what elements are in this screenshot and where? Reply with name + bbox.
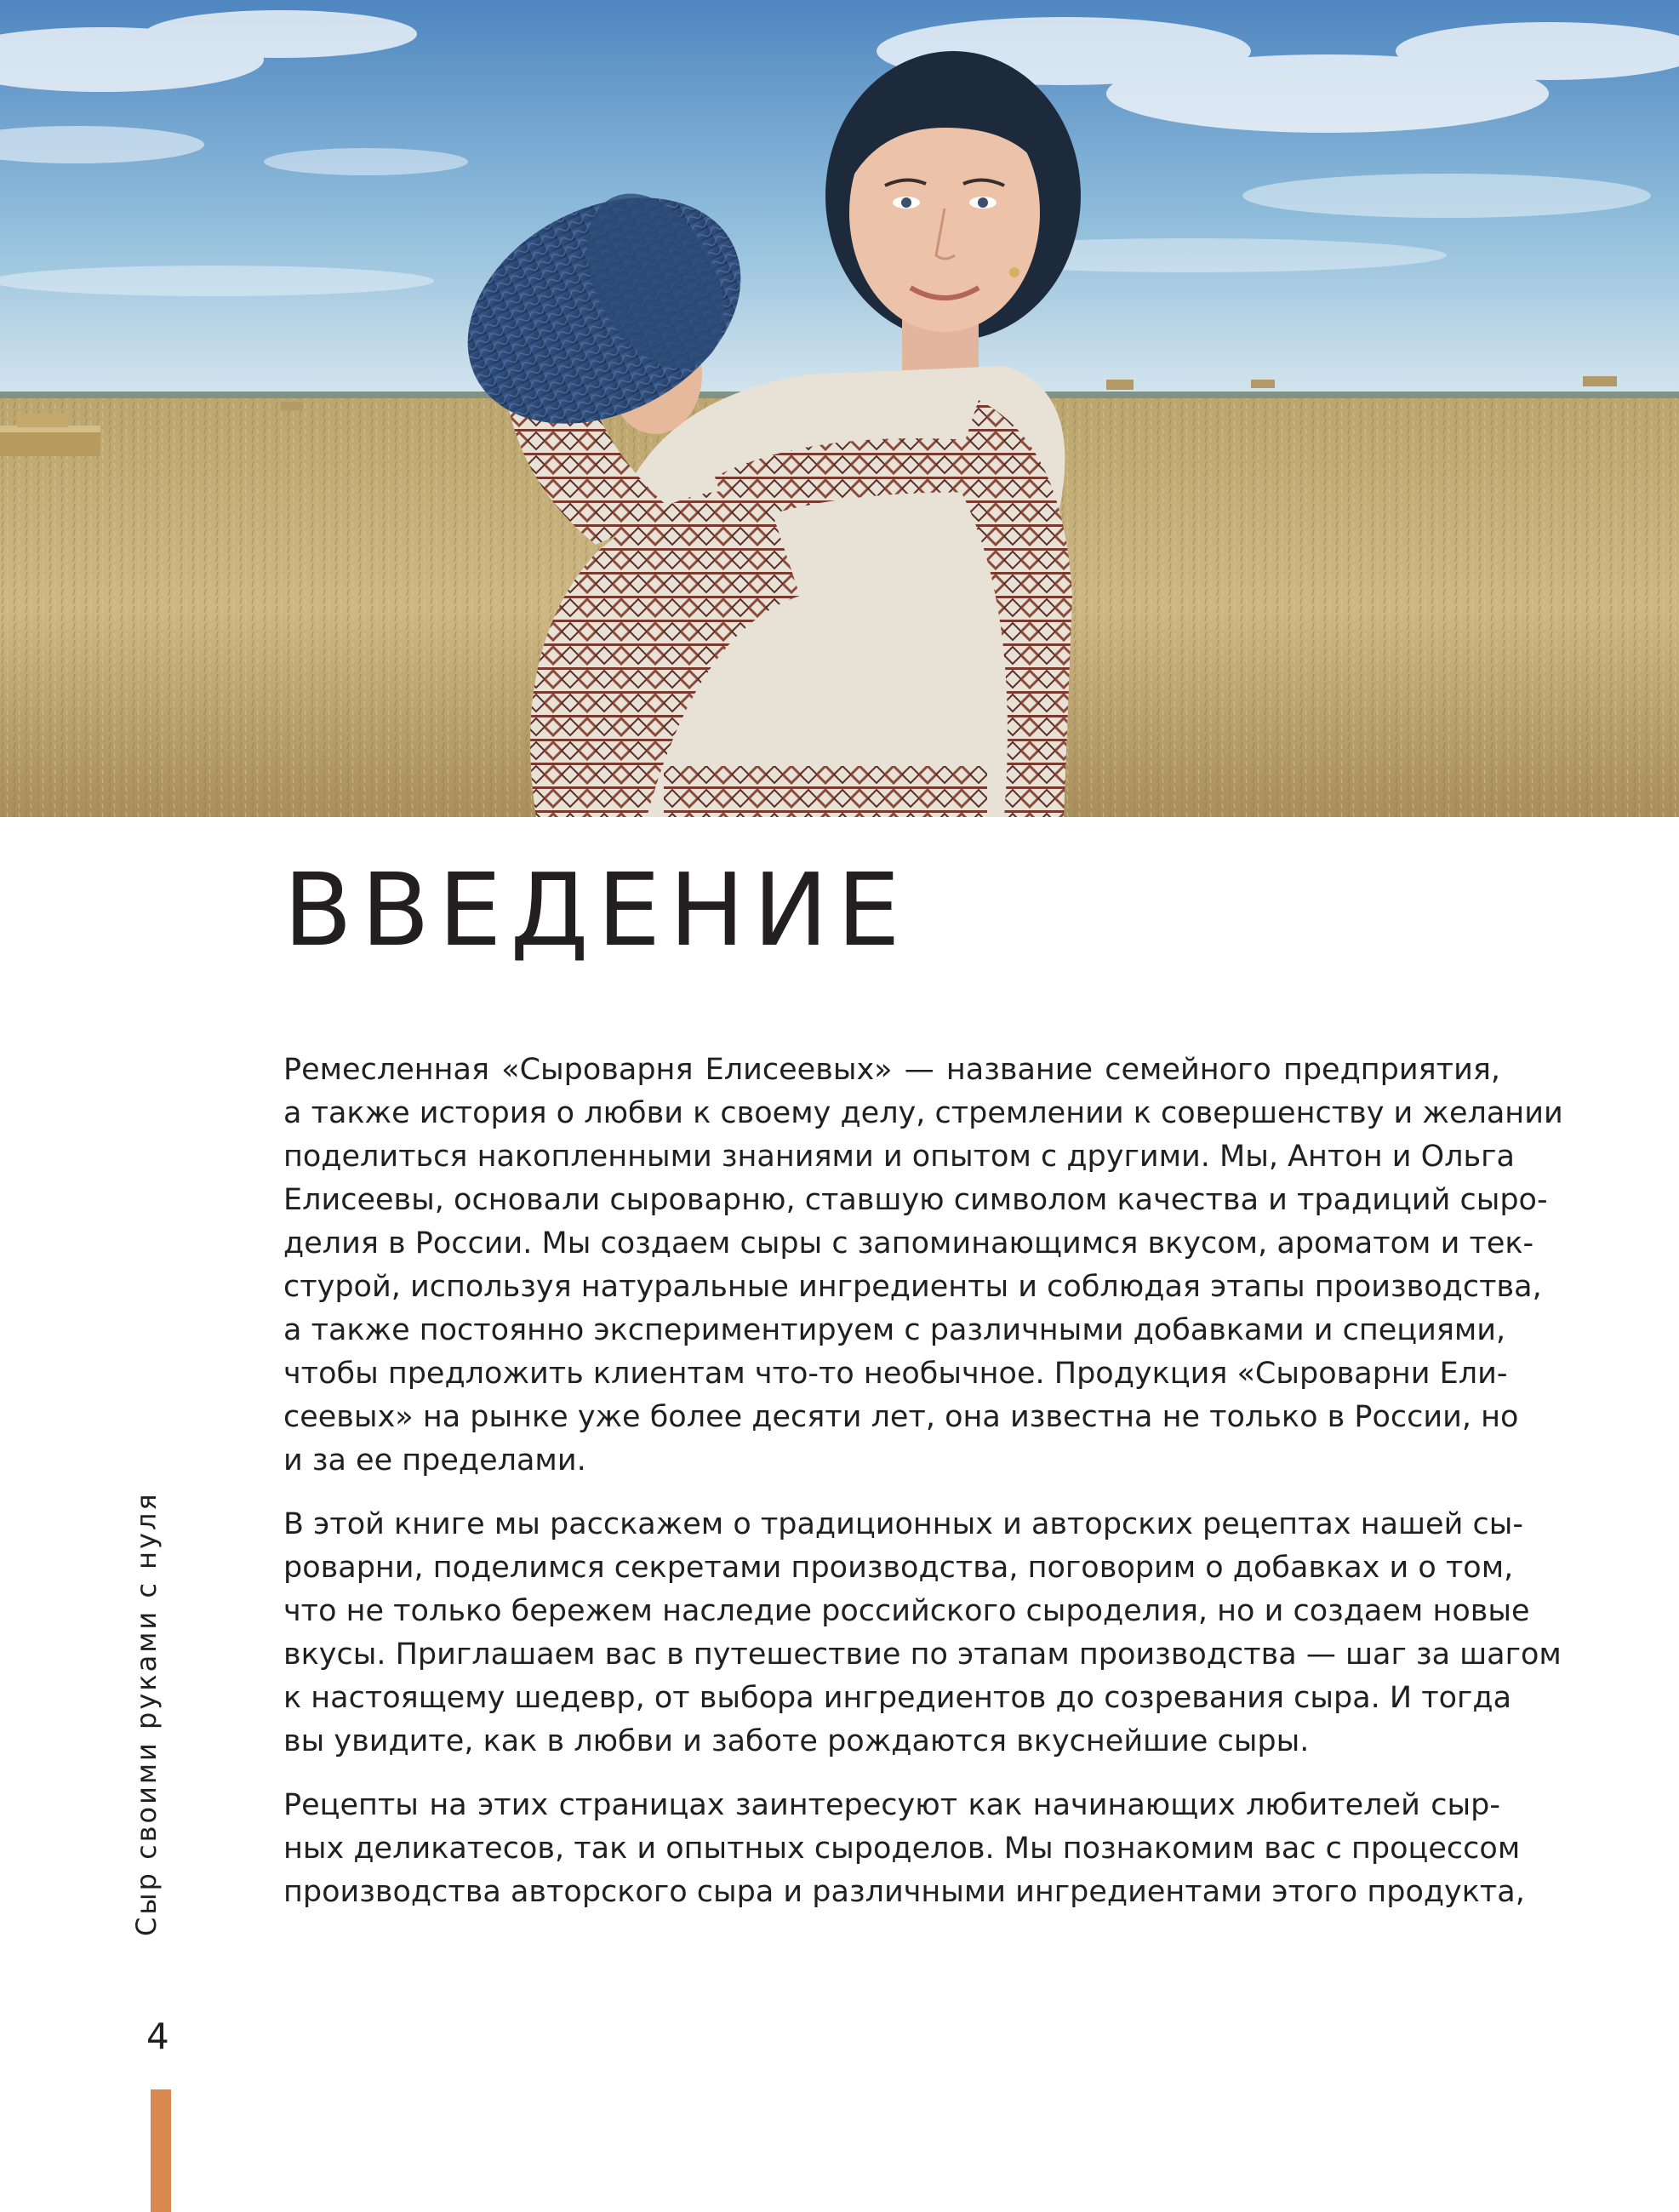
paragraph-1 — [283, 1049, 1563, 1483]
paragraph-3 — [283, 1784, 1525, 1914]
paragraph-2 — [283, 1503, 1562, 1763]
text-line: В этой книге мы расскажем о традиционных и авторских рецептах нашей сы- — [283, 1507, 1523, 1541]
text-line: Елисеевы, основали сыроварню, ставшую символом качества и традиций сыро- — [283, 1183, 1548, 1217]
text-line: Рецепты на этих страницах заинтересуют как начинающих любителей сыр- — [283, 1788, 1500, 1822]
text-line: сеевых» на рынке уже более десяти лет, она известна не только в России, но — [283, 1400, 1519, 1434]
photo-illustration — [0, 0, 1679, 817]
text-line: и за ее пределами. — [283, 1443, 586, 1478]
body-text — [283, 1049, 1563, 1935]
page-title: ВВЕДЕНИЕ — [283, 851, 909, 969]
text-line: ных деликатесов, так и опытных сыроделов. Мы познакомим вас с процессом — [283, 1832, 1521, 1866]
text-line: поделиться накопленными знаниями и опытом с другими. Мы, Антон и Ольга — [283, 1140, 1515, 1174]
text-line: а также постоянно экспериментируем с различными добавками и специями, — [283, 1313, 1506, 1347]
text-line: что не только бережем наследие российского сыроделия, но и создаем новые — [283, 1594, 1530, 1628]
text-line: делия в России. Мы создаем сыры с запоминающимся вкусом, ароматом и тек- — [283, 1226, 1534, 1260]
text-line: вкусы. Приглашаем вас в путешествие по этапам производства — шаг за шагом — [283, 1638, 1562, 1672]
text-line: роварни, поделимся секретами производства, поговорим о добавках и о том, — [283, 1551, 1514, 1585]
text-line: чтобы предложить клиентам что-то необычное. Продукция «Сыроварни Ели- — [283, 1357, 1508, 1391]
text-line: вы увидите, как в любви и заботе рождаются вкуснейшие сыры. — [283, 1724, 1310, 1758]
text-line: производства авторского сыра и различными ингредиентами этого продукта, — [283, 1875, 1525, 1909]
page-number: 4 — [146, 2015, 169, 2057]
text-line: Ремесленная «Сыроварня Елисеевых» — название семейного предприятия, — [283, 1053, 1500, 1087]
text-line: а также история о любви к своему делу, стремлении к совершенству и желании — [283, 1096, 1563, 1130]
text-line: стурой, используя натуральные ингредиенты и соблюдая этапы производства, — [283, 1270, 1542, 1304]
hero-photo — [0, 0, 1679, 817]
running-title: Сыр своими руками с нуля — [130, 1491, 163, 1936]
text-line: к настоящему шедевр, от выбора ингредиентов до созревания сыра. И тогда — [283, 1681, 1512, 1715]
accent-bar — [151, 2089, 171, 2212]
